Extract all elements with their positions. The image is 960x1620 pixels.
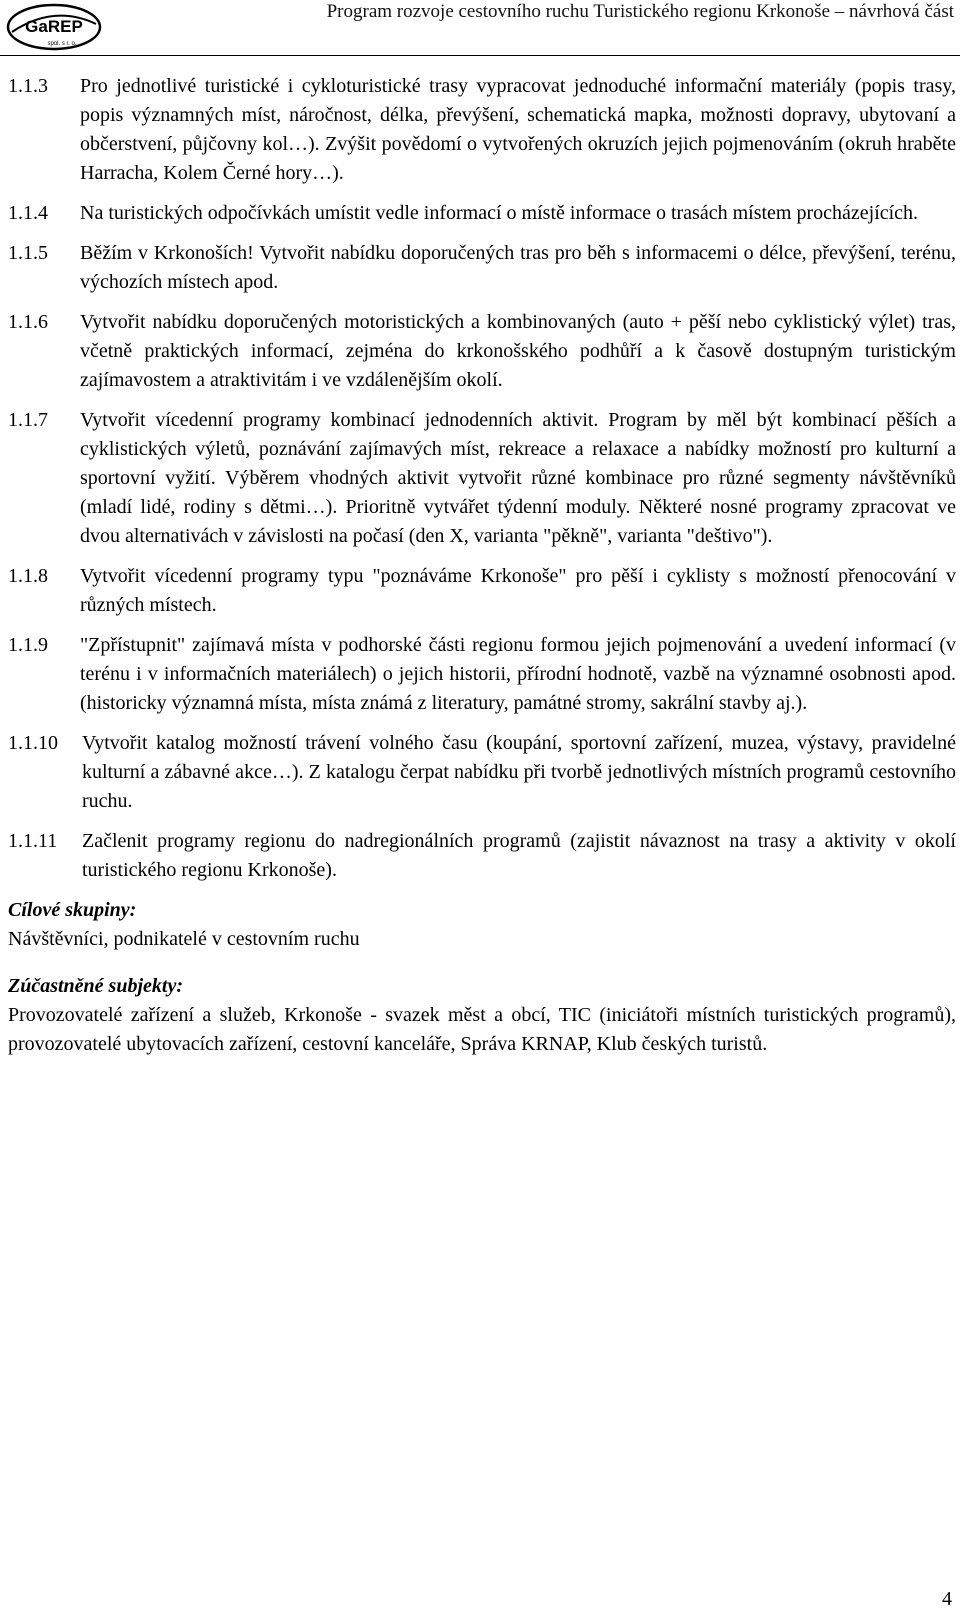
- item-text: "Zpřístupnit" zajímavá místa v podhorské části regionu formou jejich pojmenování a uvedení informací (v terénu i v informačních materiálech) o jejich historii, přírodní hodnotě, vazbě na významné osobnosti apod. (historicky významná místa, místa známá z literatury, památné stromy, sakrální stavby aj.).: [80, 634, 956, 714]
- item-text: Vytvořit vícedenní programy typu "poznáváme Krkonoše" pro pěší i cyklisty s možností přenocování v různých místech.: [80, 565, 956, 616]
- item-text: Pro jednotlivé turistické i cykloturistické trasy vypracovat jednoduché informační materiály (popis trasy, popis významných míst, náročnost, délka, převýšení, schematická mapka, možnosti dopravy, ubytovaní a občerstvení, půjčovny kol…). Zvýšit povědomí o vytvořených okruzích jejich pojmenováním (okruh hraběte Harracha, Kolem Černé hory…).: [80, 75, 956, 184]
- list-item: [8, 406, 956, 551]
- item-text: Na turistických odpočívkách umístit vedle informací o místě informace o trasách místem procházejících.: [80, 202, 919, 224]
- item-number: 1.1.5: [8, 242, 48, 264]
- item-text: Běžím v Krkonoších! Vytvořit nabídku doporučených tras pro běh s informacemi o délce, převýšení, terénu, výchozích místech apod.: [80, 242, 956, 293]
- target-groups-section: [8, 896, 956, 954]
- participants-heading: Zúčastněné subjekty:: [8, 975, 183, 997]
- page-content: [8, 72, 956, 1077]
- header-divider: [0, 55, 960, 56]
- list-item: [8, 562, 956, 620]
- list-item: [8, 72, 956, 188]
- logo-text: GaREP: [25, 17, 83, 36]
- item-text: Vytvořit vícedenní programy kombinací jednodenních aktivit. Program by měl být kombinací pěších a cyklistických výletů, poznávání zajímavých míst, rekreace a relaxace a nabídky možností pro kulturní a sportovní vyžití. Výběrem vhodných aktivit vytvořit různé kombinace pro různé segmenty návštěvníků (mladí lidé, rodiny s dětmi…). Prioritně vytvářet týdenní moduly. Některé nosné programy zpracovat ve dvou alternativách v závislosti na počasí (den X, varianta "pěkně", varianta "deštivo").: [80, 409, 956, 547]
- item-number: 1.1.11: [8, 830, 58, 852]
- item-number: 1.1.7: [8, 409, 48, 431]
- list-item: [8, 239, 956, 297]
- document-title: Program rozvoje cestovního ruchu Turistického regionu Krkonoše – návrhová část: [326, 1, 954, 22]
- item-text: Vytvořit katalog možností trávení volného času (koupání, sportovní zařízení, muzea, výstavy, pravidelné kulturní a zábavné akce…). Z katalogu čerpat nabídku při tvorbě jednotlivých místních programů cestovního ruchu.: [82, 732, 956, 812]
- page-header: [0, 0, 960, 56]
- target-groups-heading: Cílové skupiny:: [8, 899, 137, 921]
- item-number: 1.1.9: [8, 634, 48, 656]
- list-item: [8, 308, 956, 395]
- garep-logo: [6, 2, 102, 52]
- list-item: [8, 729, 956, 816]
- item-number: 1.1.3: [8, 75, 48, 97]
- item-number: 1.1.8: [8, 565, 48, 587]
- participants-text: Provozovatelé zařízení a služeb, Krkonoše - svazek měst a obcí, TIC (iniciátoři místních turistických programů), provozovatelé ubytovacích zařízení, cestovní kanceláře, Správa KRNAP, Klub českých turistů.: [8, 1004, 956, 1055]
- item-number: 1.1.10: [8, 732, 58, 754]
- list-item: [8, 827, 956, 885]
- page-number: 4: [942, 1588, 952, 1610]
- list-item: [8, 631, 956, 718]
- list-item: [8, 199, 956, 228]
- item-number: 1.1.6: [8, 311, 48, 333]
- participants-section: [8, 972, 956, 1059]
- item-text: Vytvořit nabídku doporučených motoristických a kombinovaných (auto + pěší nebo cyklistický výlet) tras, včetně praktických informací, zejména do krkonošského podhůří a k časově dostupným turistickým zajímavostem a atraktivitám i ve vzdálenějším okolí.: [80, 311, 956, 391]
- item-text: Začlenit programy regionu do nadregionálních programů (zajistit návaznost na trasy a aktivity v okolí turistického regionu Krkonoše).: [82, 830, 956, 881]
- logo-subtext: spol. s r. o.: [47, 41, 77, 47]
- item-number: 1.1.4: [8, 202, 48, 224]
- target-groups-text: Návštěvníci, podnikatelé v cestovním ruchu: [8, 928, 360, 950]
